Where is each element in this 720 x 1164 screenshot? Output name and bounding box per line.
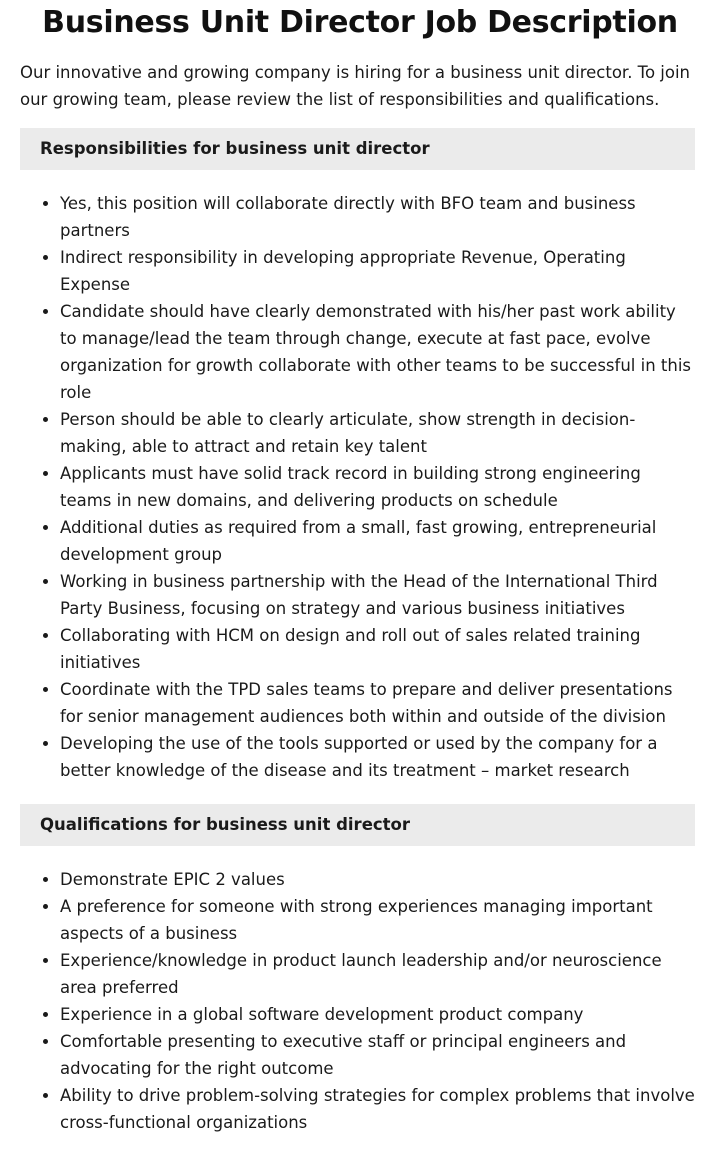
list-item: • Collaborating with HCM on design and roll out of sales related training initiatives: [60, 622, 696, 676]
list-item: • A preference for someone with strong experiences managing important aspects of a business: [60, 893, 696, 947]
list-item: • Yes, this position will collaborate directly with BFO team and business partners: [60, 190, 696, 244]
qualifications-heading: Qualifications for business unit director: [20, 804, 695, 846]
responsibilities-list: [0, 190, 696, 784]
qualifications-list: [0, 866, 696, 1136]
list-item: • Coordinate with the TPD sales teams to prepare and deliver presentations for senior management audiences both within and outside of the division: [60, 676, 696, 730]
list-item: • Experience in a global software development product company: [60, 1001, 696, 1028]
intro-paragraph: Our innovative and growing company is hiring for a business unit director. To join our growing team, please review the list of responsibilities and qualifications.: [20, 63, 691, 109]
list-item: • Applicants must have solid track record in building strong engineering teams in new domains, and delivering products on schedule: [60, 460, 696, 514]
list-item: • Ability to drive problem-solving strategies for complex problems that involve cross-functional organizations: [60, 1082, 696, 1136]
list-item: • Working in business partnership with the Head of the International Third Party Business, focusing on strategy and various business initiatives: [60, 568, 696, 622]
list-item: • Additional duties as required from a small, fast growing, entrepreneurial development group: [60, 514, 696, 568]
list-item: • Demonstrate EPIC 2 values: [60, 866, 696, 893]
list-item: • Comfortable presenting to executive staff or principal engineers and advocating for the right outcome: [60, 1028, 696, 1082]
page-title: Business Unit Director Job Description: [42, 5, 678, 40]
list-item: • Candidate should have clearly demonstrated with his/her past work ability to manage/lead the team through change, execute at fast pace, evolve organization for growth collaborate with other teams to be successful in this role: [60, 298, 696, 406]
list-item: • Developing the use of the tools supported or used by the company for a better knowledge of the disease and its treatment – market research: [60, 730, 696, 784]
list-item: • Indirect responsibility in developing appropriate Revenue, Operating Expense: [60, 244, 696, 298]
responsibilities-heading: Responsibilities for business unit director: [20, 128, 695, 170]
list-item: • Experience/knowledge in product launch leadership and/or neuroscience area preferred: [60, 947, 696, 1001]
list-item: • Person should be able to clearly articulate, show strength in decision-making, able to attract and retain key talent: [60, 406, 696, 460]
